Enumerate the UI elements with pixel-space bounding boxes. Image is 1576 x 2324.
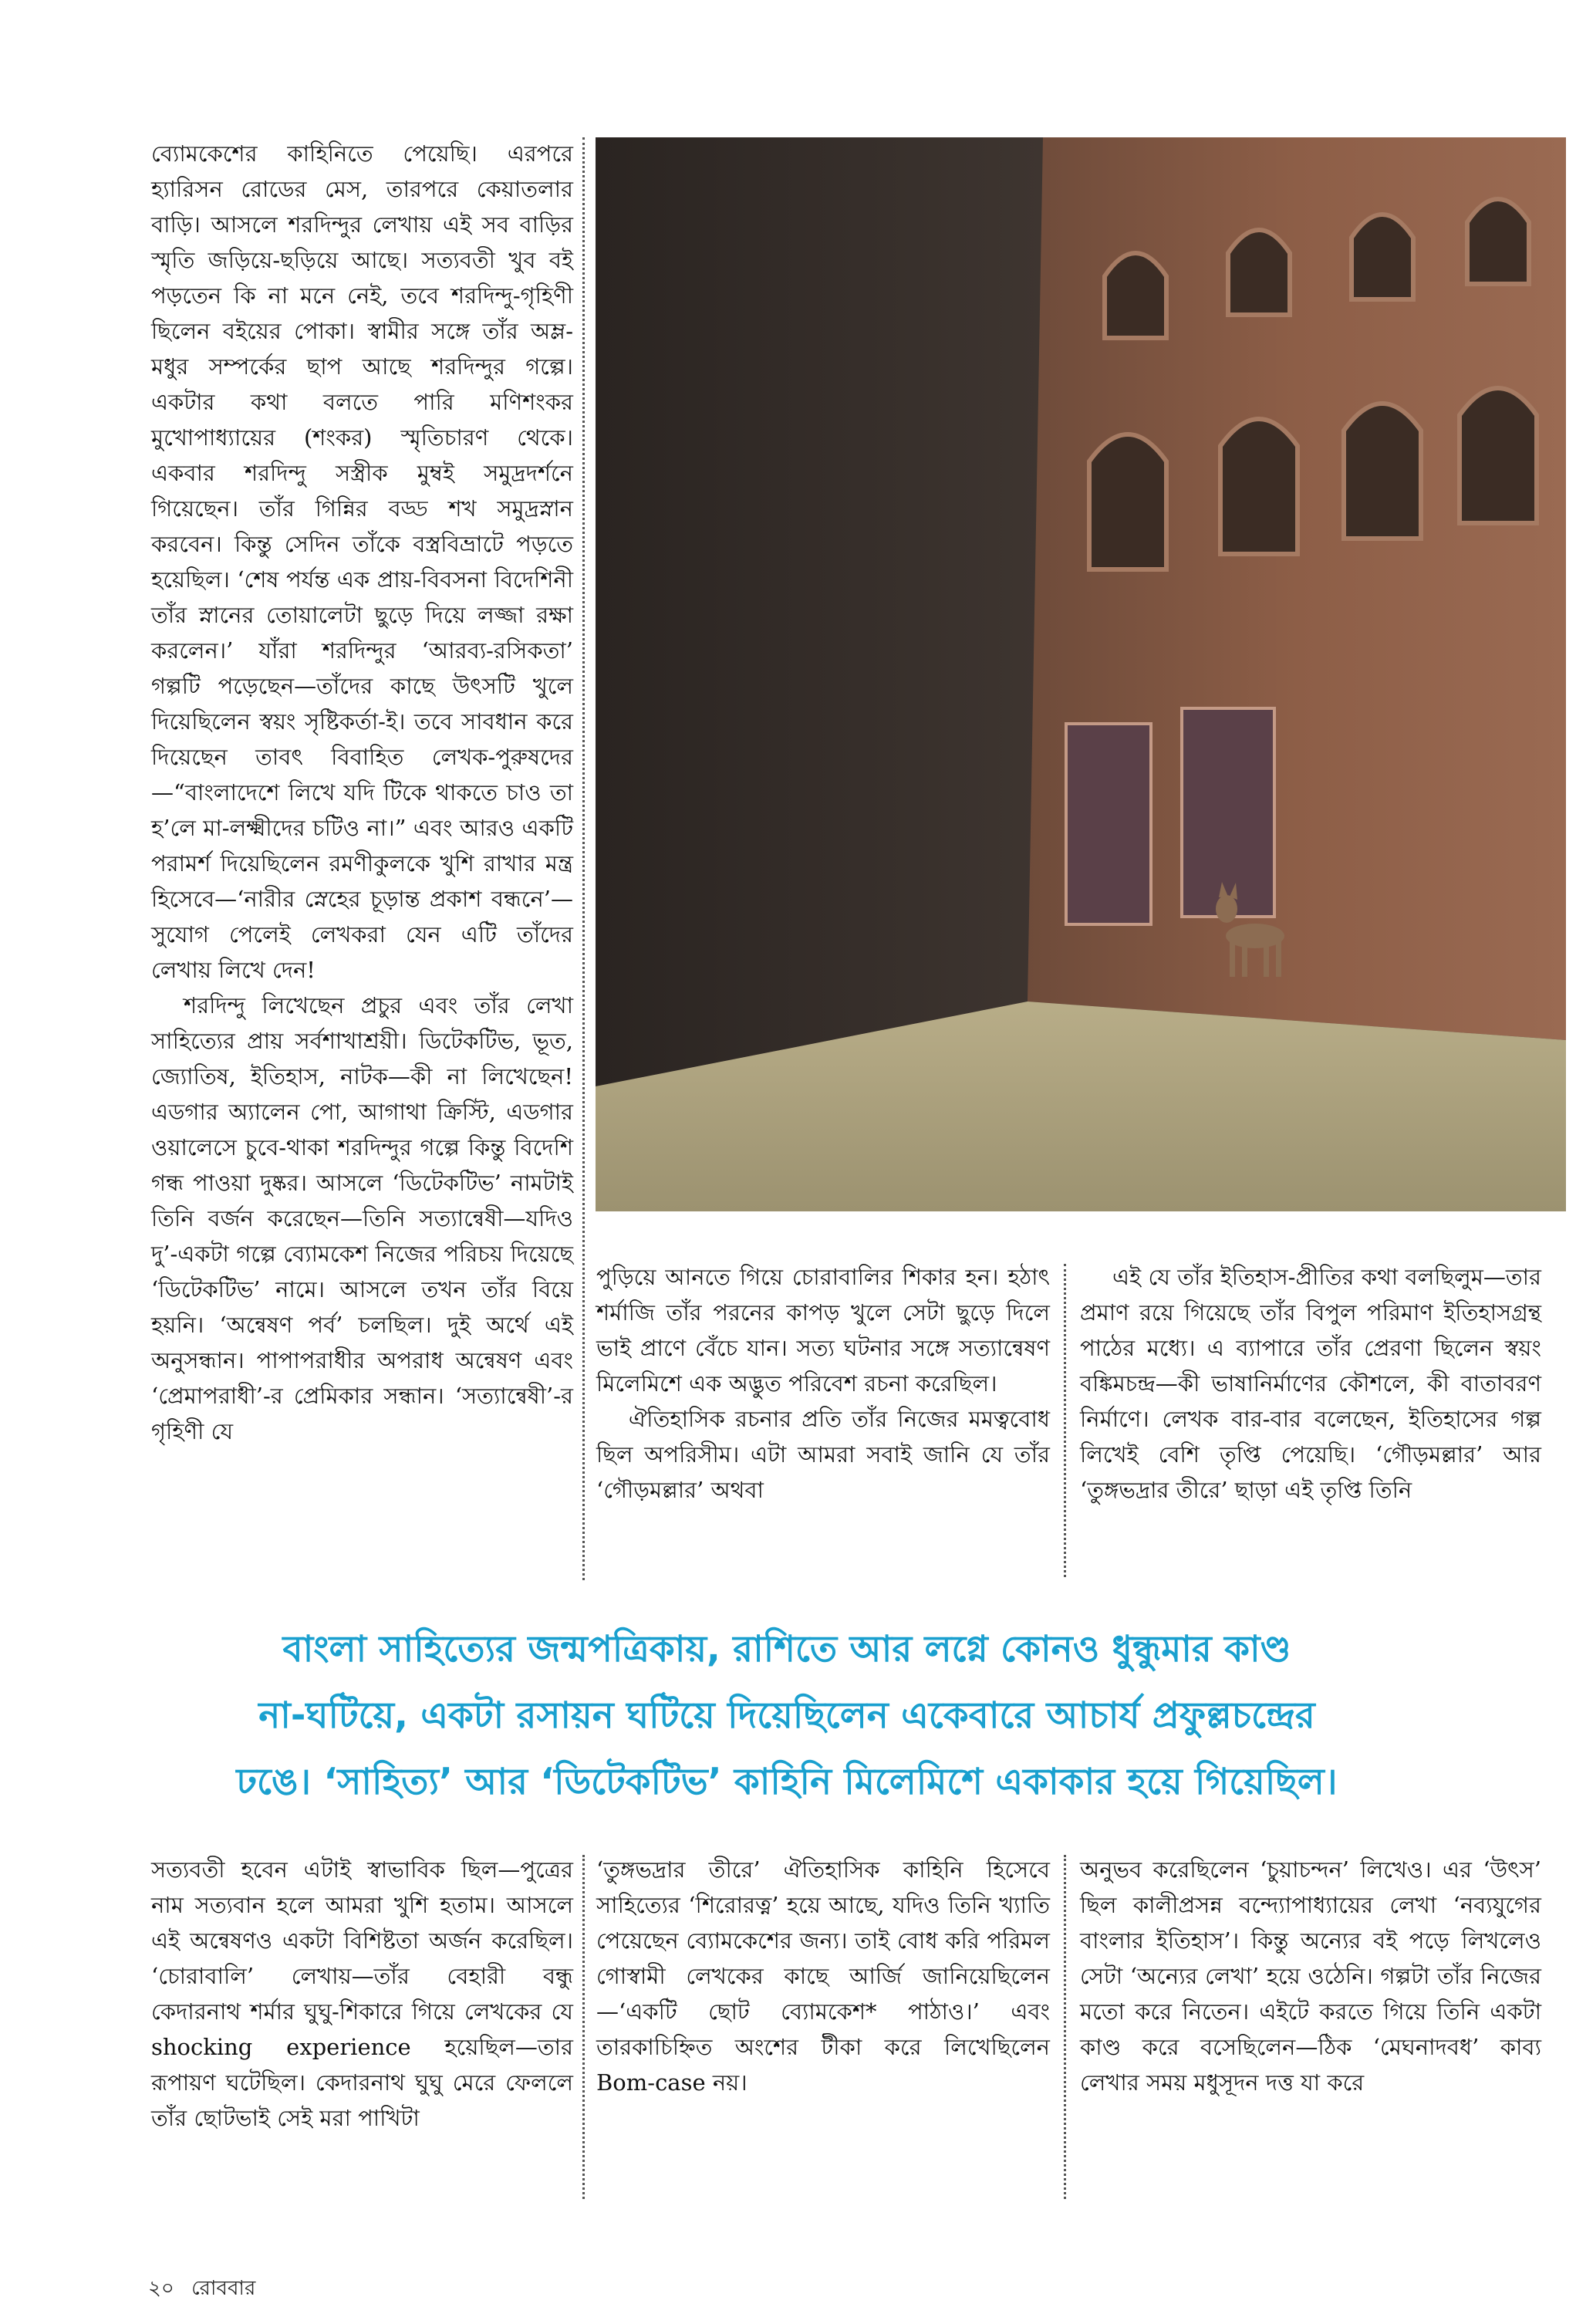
right-column-upper — [1080, 1259, 1541, 1508]
magazine-name: রোববার — [191, 2277, 256, 2300]
building-dog-photo — [596, 137, 1566, 1211]
bottom-middle-column — [596, 1852, 1050, 2100]
column-divider — [582, 137, 585, 1580]
column-divider — [1064, 1855, 1066, 2199]
bottom-right-column — [1080, 1852, 1541, 2100]
page-footer — [148, 2272, 255, 2306]
column-divider — [1064, 1264, 1066, 1577]
bottom-left-column — [151, 1852, 573, 2136]
bottom-mid-para: ‘তুঙ্গভদ্রার তীরে’ ঐতিহাসিক কাহিনি হিসেবে সাহিত্যের ‘শিরোরত্ন’ হয়ে আছে, যদিও তিনি খ্যাতি পেয়েছেন ব্যোমকেশের জন্য। তাই বোধ করি পরিমল গোস্বামী লেখকের কাছে আর্জি জানিয়েছিলেন—‘একটি ছোট ব্যোমকেশ* পাঠাও।’ এবং তারকাচিহ্নিত অংশের টীকা করে লিখেছিলেন Bom-case নয়। — [596, 1856, 1050, 2096]
right-para-1: এই যে তাঁর ইতিহাস-প্রীতির কথা বলছিলুম—তার প্রমাণ রয়ে গিয়েছে তাঁর বিপুল পরিমাণ ইতিহাসগ্রন্থ পাঠের মধ্যে। এ ব্যাপারে তাঁর প্রেরণা ছিলেন স্বয়ং বঙ্কিমচন্দ্র—কী ভাষানির্মাণের কৌশলে, কী বাতাবরণ নির্মাণে। লেখক বার-বার বলেছেন, ইতিহাসের গল্প লিখেই বেশি তৃপ্তি পেয়েছি। ‘গৌড়মল্লার’ আর ‘তুঙ্গভদ্রার তীরে’ ছাড়া এই তৃপ্তি তিনি — [1080, 1264, 1541, 1503]
mid-para-1: পুড়িয়ে আনতে গিয়ে চোরাবালির শিকার হন। হঠাৎ শর্মাজি তাঁর পরনের কাপড় খুলে সেটা ছুড়ে দিলে ভাই প্রাণে বেঁচে যান। সত্য ঘটনার সঙ্গে সত্যান্বেষণ মিলেমিশে এক অদ্ভুত পরিবেশ রচনা করেছিল। — [596, 1264, 1050, 1397]
pull-quote-line: ঢঙে। ‘সাহিত্য’ আর ‘ডিটেকটিভ’ কাহিনি মিলেমিশে একাকার হয়ে গিয়েছিল। — [236, 1761, 1338, 1803]
mid-para-2: ঐতিহাসিক রচনার প্রতি তাঁর নিজের মমত্ববোধ ছিল অপরিসীম। এটা আমরা সবাই জানি যে তাঁর ‘গৌড়মল্লার’ অথবা — [596, 1406, 1050, 1503]
pull-quote-line: বাংলা সাহিত্যের জন্মপত্রিকায়, রাশিতে আর লগ্নে কোনও ধুন্ধুমার কাণ্ড — [282, 1628, 1291, 1670]
middle-column-upper — [596, 1259, 1050, 1508]
left-para-1: ব্যোমকেশের কাহিনিতে পেয়েছি। এরপরে হ্যারিসন রোডের মেস, তারপরে কেয়াতলার বাড়ি। আসলে শরদিন্দুর লেখায় এই সব বাড়ির স্মৃতি জড়িয়ে-ছড়িয়ে আছে। সত্যবতী খুব বই পড়তেন কি না মনে নেই, তবে শরদিন্দু-গৃহিণী ছিলেন বইয়ের পোকা। স্বামীর সঙ্গে তাঁর অম্ল-মধুর সম্পর্কের ছাপ আছে শরদিন্দুর গল্পে। একটার কথা বলতে পারি মণিশংকর মুখোপাধ্যায়ের (শংকর) স্মৃতিচারণ থেকে। একবার শরদিন্দু সস্ত্রীক মুম্বই সমুদ্রদর্শনে গিয়েছেন। তাঁর গিন্নির বড্ড শখ সমুদ্রস্নান করবেন। কিন্তু সেদিন তাঁকে বস্ত্রবিভ্রাটে পড়তে হয়েছিল। ‘শেষ পর্যন্ত এক প্রায়-বিবসনা বিদেশিনী তাঁর স্নানের তোয়ালেটা ছুড়ে দিয়ে লজ্জা রক্ষা করলেন।’ যাঁরা শরদিন্দুর ‘আরব্য-রসিকতা’ গল্পটি পড়েছেন—তাঁদের কাছে উৎসটি খুলে দিয়েছিলেন স্বয়ং সৃষ্টিকর্তা-ই। তবে সাবধান করে দিয়েছেন তাবৎ বিবাহিত লেখক-পুরুষদের—“বাংলাদেশে লিখে যদি টিকে থাকতে চাও তা হ’লে মা-লক্ষ্মীদের চটিও না।” এবং আরও একটি পরামর্শ দিয়েছিলেন রমণীকুলকে খুশি রাখার মন্ত্র হিসেবে—‘নারীর স্নেহের চূড়ান্ত প্রকাশ বন্ধনে’—সুযোগ পেলেই লেখকরা যেন এটি তাঁদের লেখায় লিখে দেন! — [151, 140, 573, 983]
pull-quote-line: না-ঘটিয়ে, একটা রসায়ন ঘটিয়ে দিয়েছিলেন একেবারে আচার্য প্রফুল্লচন্দ্রের — [258, 1694, 1315, 1737]
left-column — [151, 136, 573, 1449]
bottom-left-para: সত্যবতী হবেন এটাই স্বাভাবিক ছিল—পুত্রের নাম সত্যবান হলে আমরা খুশি হতাম। আসলে এই অন্বেষণও একটা বিশিষ্টতা অর্জন করেছিল। ‘চোরাবালি’ লেখায়—তাঁর বেহারী বন্ধু কেদারনাথ শর্মার ঘুঘু-শিকারে গিয়ে লেখকের যে shocking experience হয়েছিল—তার রূপায়ণ ঘটেছিল। কেদারনাথ ঘুঘু মেরে ফেললে তাঁর ছোটভাই সেই মরা পাখিটা — [151, 1856, 573, 2131]
page-number: ২০ — [148, 2277, 174, 2300]
bottom-right-para: অনুভব করেছিলেন ‘চুয়াচন্দন’ লিখেও। এর ‘উৎস’ ছিল কালীপ্রসন্ন বন্দ্যোপাধ্যায়ের লেখা ‘নব্যযুগের বাংলার ইতিহাস’। কিন্তু অন্যের বই পড়ে লিখলেও সেটা ‘অন্যের লেখা’ হয়ে ওঠেনি। গল্পটা তাঁর নিজের মতো করে নিতেন। এইটে করতে গিয়ে তিনি একটা কাণ্ড করে বসেছিলেন—ঠিক ‘মেঘনাদবধ’ কাব্য লেখার সময় মধুসূদন দত্ত যা করে — [1080, 1856, 1541, 2096]
column-divider — [582, 1855, 585, 2199]
pull-quote — [154, 1616, 1419, 1816]
left-para-2: শরদিন্দু লিখেছেন প্রচুর এবং তাঁর লেখা সাহিত্যের প্রায় সর্বশাখাশ্রয়ী। ডিটেকটিভ, ভূত, জ্যোতিষ, ইতিহাস, নাটক—কী না লিখেছেন! এডগার অ্যালেন পো, আগাথা ক্রিস্টি, এডগার ওয়ালেসে চুবে-থাকা শরদিন্দুর গল্পে কিন্তু বিদেশি গন্ধ পাওয়া দুষ্কর। আসলে ‘ডিটেকটিভ’ নামটাই তিনি বর্জন করেছেন—তিনি সত্যান্বেষী—যদিও দু’-একটা গল্পে ব্যোমকেশ নিজের পরিচয় দিয়েছে ‘ডিটেকটিভ’ নামে। আসলে তখন তাঁর বিয়ে হয়নি। ‘অন্বেষণ পর্ব’ চলছিল। দুই অর্থে এই অনুসন্ধান। পাপাপরাধীর অপরাধ অন্বেষণ এবং ‘প্রেমাপরাধী’-র প্রেমিকার সন্ধান। ‘সত্যান্বেষী’-র গৃহিণী যে — [151, 992, 573, 1444]
